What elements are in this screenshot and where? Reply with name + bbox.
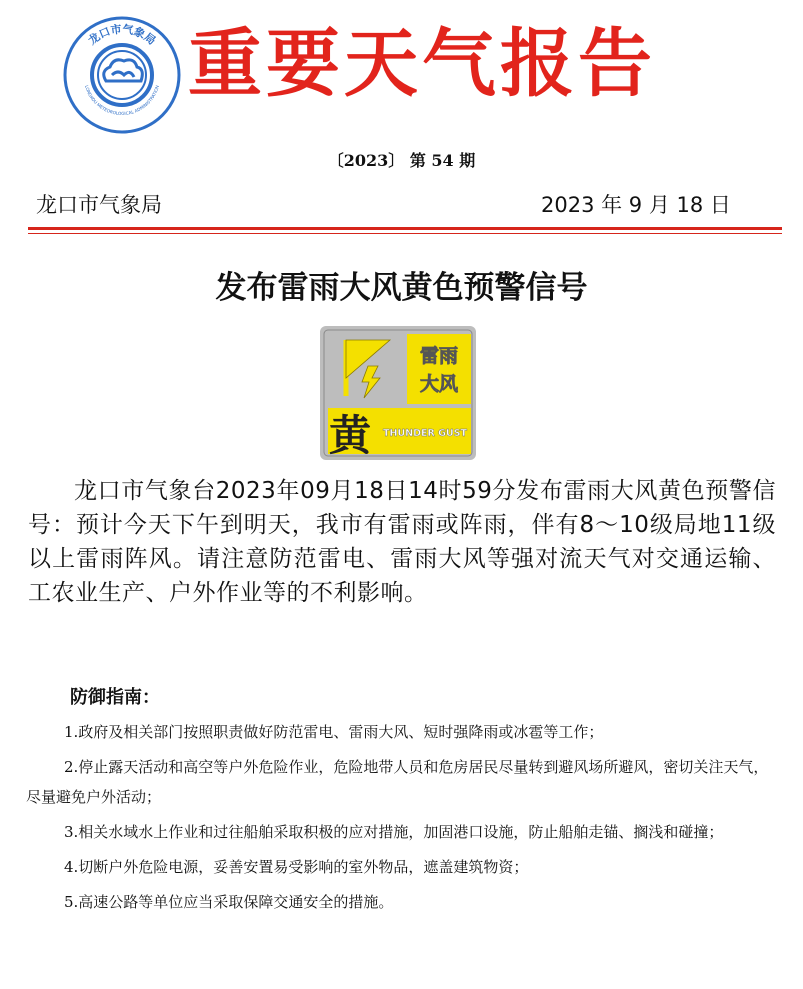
signal-label-line1: 雷雨 bbox=[419, 345, 459, 367]
issue-number: 〔2023〕 第 54 期 bbox=[327, 151, 476, 170]
guide-item: 3.相关水域水上作业和过往船舶采取积极的应对措施，加固港口设施，防止船舶走锚、搁浅和碰撞； bbox=[64, 823, 724, 841]
guide-item: 5.高速公路等单位应当采取保障交通安全的措施。 bbox=[64, 893, 394, 911]
header-divider bbox=[28, 227, 782, 230]
guide-item: 1.政府及相关部门按照职责做好防范雷电、雷雨大风、短时强降雨或冰雹等工作； bbox=[64, 723, 604, 741]
signal-english-label: THUNDER GUST bbox=[383, 428, 467, 439]
signal-label-line2: 大风 bbox=[419, 373, 459, 395]
warning-body-text: 龙口市气象台2023年09月18日14时59分发布雷雨大风黄色预警信号：预计今天下午到明天，我市有雷雨或阵雨，伴有8～10级局地11级以上雷雨阵风。请注意防范雷电、雷雨大风等强对流天气对交通运输、工农业生产、户外作业等的不利影响。 bbox=[28, 478, 776, 606]
header-divider-thin bbox=[28, 233, 782, 234]
guide-item: 2.停止露天活动和高空等户外危险作业，危险地带人员和危房居民尽量转到避风场所避风，密切关注天气，尽量避免户外活动； bbox=[26, 758, 769, 806]
issuer: 龙口市气象局 bbox=[36, 193, 162, 217]
thunder-gust-yellow-signal-icon bbox=[320, 326, 476, 460]
guide-list bbox=[26, 717, 778, 922]
logo-text-bottom: LONGKOU METEOROLOGICAL ADMINISTRATION bbox=[83, 84, 161, 118]
meteorological-logo bbox=[62, 15, 182, 135]
masthead-title: 重要天气报告 bbox=[188, 21, 656, 107]
issue-date: 2023 年 9 月 18 日 bbox=[541, 193, 731, 217]
guide-item: 4.切断户外危险电源，妥善安置易受影响的室外物品，遮盖建筑物资； bbox=[64, 858, 529, 876]
guide-title: 防御指南： bbox=[70, 687, 160, 708]
logo-text-top: 龙口市气象局 bbox=[85, 22, 159, 48]
headline: 发布雷雨大风黄色预警信号 bbox=[215, 270, 588, 306]
signal-color-char: 黄 bbox=[328, 411, 372, 460]
